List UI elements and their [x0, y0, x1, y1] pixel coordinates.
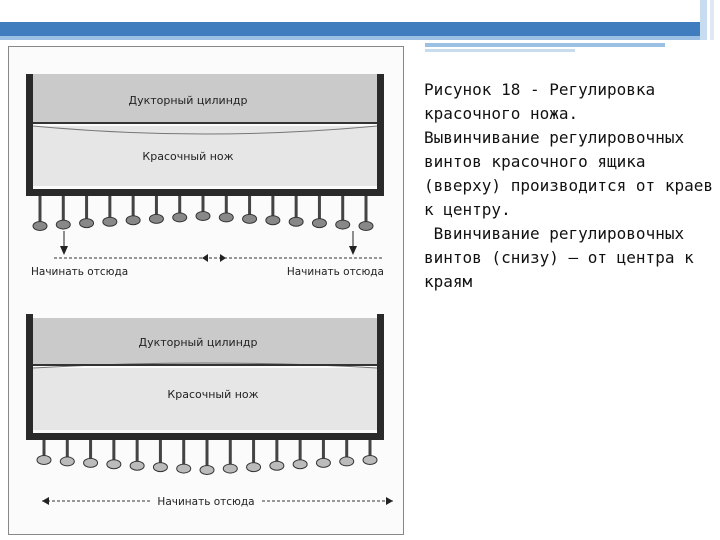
title-underline-bar: [425, 43, 665, 47]
header-accent-band: [0, 22, 700, 36]
ink-knife-adjustment-figure: [8, 46, 404, 535]
header-accent-stripe: [0, 36, 700, 40]
bottom-knife-label: Красочный нож: [167, 388, 259, 401]
bottom-start-label: Начинать отсюда: [157, 496, 255, 508]
corner-accent-bar-light: [710, 0, 714, 40]
top-knife-label: Красочный нож: [142, 150, 234, 163]
unscrewing-paragraph: Вывинчивание регулировочных винтов красочного ящика (вверху) производится от краев к центру.: [424, 128, 713, 219]
screwing-in-paragraph: Ввинчивание регулировочных винтов (снизу) – от центра к краям: [424, 224, 704, 291]
top-cylinder-label: Дукторный цилиндр: [128, 94, 248, 107]
figure-title: Рисунок 18 - Регулировка красочного ножа.: [424, 80, 656, 123]
slide-caption: [424, 78, 714, 294]
corner-accent-bar: [700, 0, 707, 40]
top-right-start-label: Начинать отсюда: [286, 266, 384, 278]
top-left-start-label: Начинать отсюда: [31, 266, 129, 278]
title-underline-bar-light: [425, 49, 575, 52]
bottom-cylinder-label: Дукторный цилиндр: [138, 336, 258, 349]
